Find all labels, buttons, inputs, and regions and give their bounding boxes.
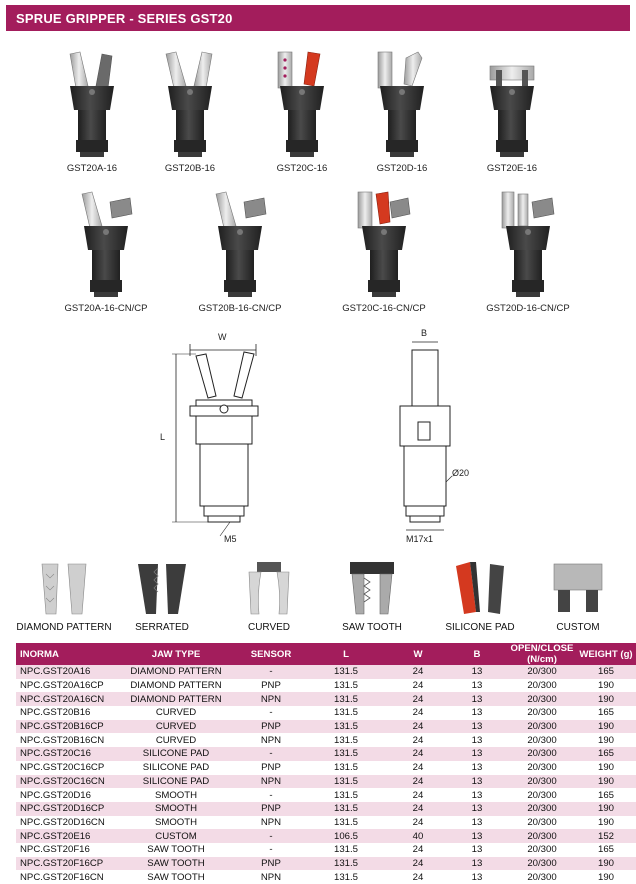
table-cell: 13 <box>446 788 508 802</box>
table-cell: PNP <box>240 802 302 816</box>
serrated-jaw-icon <box>132 560 192 618</box>
table-cell: SILICONE PAD <box>112 761 240 775</box>
table-cell: NPC.GST20F16CP <box>16 857 112 871</box>
gripper-d-image <box>368 48 436 163</box>
table-cell: 131.5 <box>302 679 390 693</box>
table-cell: 190 <box>576 733 636 747</box>
table-cell: 24 <box>390 870 446 884</box>
table-cell: NPC.GST20C16CP <box>16 761 112 775</box>
product-gst20a-16-cn-cp <box>56 188 156 314</box>
table-cell: 190 <box>576 679 636 693</box>
table-cell: 131.5 <box>302 857 390 871</box>
table-row <box>16 775 636 789</box>
table-cell: 152 <box>576 829 636 843</box>
table-cell: 131.5 <box>302 733 390 747</box>
col-header: WEIGHT (g) <box>576 643 636 665</box>
table-cell: 13 <box>446 665 508 679</box>
table-cell: - <box>240 747 302 761</box>
table-row <box>16 843 636 857</box>
gripper-b-sensor-image <box>206 188 274 303</box>
jaw-label: DIAMOND PATTERN <box>16 622 112 633</box>
table-cell: 20/300 <box>508 720 576 734</box>
table-cell: 190 <box>576 720 636 734</box>
table-row <box>16 761 636 775</box>
table-cell: 106.5 <box>302 829 390 843</box>
table-row <box>16 692 636 706</box>
product-label: GST20C-16 <box>276 163 328 174</box>
table-cell: 190 <box>576 775 636 789</box>
table-cell: 131.5 <box>302 747 390 761</box>
table-cell: NPC.GST20C16CN <box>16 775 112 789</box>
product-gst20d-16-cn-cp <box>478 188 578 314</box>
jaw-custom <box>536 560 620 633</box>
gripper-d-sensor-image <box>494 188 562 303</box>
front-view-drawing <box>190 352 258 522</box>
saw-tooth-jaw-icon <box>342 560 402 618</box>
product-gst20c-16-cn-cp <box>334 188 434 314</box>
table-cell: 24 <box>390 816 446 830</box>
table-cell: DIAMOND PATTERN <box>112 692 240 706</box>
table-cell: NPC.GST20B16CN <box>16 733 112 747</box>
product-gst20a-16 <box>52 48 132 174</box>
gripper-a-image <box>58 48 126 163</box>
table-cell: SAW TOOTH <box>112 843 240 857</box>
product-label: GST20E-16 <box>486 163 538 174</box>
table-cell: SAW TOOTH <box>112 870 240 884</box>
table-cell: 131.5 <box>302 843 390 857</box>
table-cell: 13 <box>446 761 508 775</box>
table-cell: 20/300 <box>508 665 576 679</box>
table-cell: DIAMOND PATTERN <box>112 665 240 679</box>
jaw-curved <box>224 560 314 633</box>
table-cell: 24 <box>390 802 446 816</box>
table-cell: 20/300 <box>508 761 576 775</box>
jaw-diamond-pattern <box>16 560 112 633</box>
table-cell: CURVED <box>112 733 240 747</box>
table-cell: 13 <box>446 706 508 720</box>
table-cell: 13 <box>446 692 508 706</box>
table-cell: 20/300 <box>508 816 576 830</box>
table-cell: 131.5 <box>302 761 390 775</box>
table-cell: 165 <box>576 788 636 802</box>
table-cell: 131.5 <box>302 802 390 816</box>
gripper-e-image <box>478 48 546 163</box>
table-row <box>16 679 636 693</box>
table-cell: 20/300 <box>508 802 576 816</box>
col-header: B <box>446 643 508 665</box>
table-cell: 131.5 <box>302 816 390 830</box>
table-row <box>16 816 636 830</box>
table-cell: 190 <box>576 857 636 871</box>
table-cell: 131.5 <box>302 788 390 802</box>
table-row <box>16 857 636 871</box>
table-cell: SMOOTH <box>112 802 240 816</box>
gripper-a-sensor-image <box>72 188 140 303</box>
table-cell: 20/300 <box>508 747 576 761</box>
table-cell: NPC.GST20A16CP <box>16 679 112 693</box>
table-row <box>16 829 636 843</box>
table-cell: 24 <box>390 857 446 871</box>
gripper-c-image <box>268 48 336 163</box>
table-cell: SMOOTH <box>112 816 240 830</box>
jaw-saw-tooth <box>326 560 418 633</box>
product-gst20b-16-cn-cp <box>190 188 290 314</box>
table-cell: 190 <box>576 816 636 830</box>
table-cell: NPC.GST20D16CN <box>16 816 112 830</box>
dim-d20-label: Ø20 <box>452 468 470 478</box>
table-cell: 20/300 <box>508 870 576 884</box>
table-cell: 24 <box>390 761 446 775</box>
table-cell: 13 <box>446 843 508 857</box>
dimension-drawing <box>160 322 480 552</box>
table-cell: 131.5 <box>302 720 390 734</box>
table-cell: SAW TOOTH <box>112 857 240 871</box>
table-cell: SILICONE PAD <box>112 747 240 761</box>
table-cell: 13 <box>446 679 508 693</box>
table-row <box>16 788 636 802</box>
product-label: GST20A-16 <box>66 163 118 174</box>
jaw-silicone-pad <box>436 560 524 633</box>
table-cell: 131.5 <box>302 870 390 884</box>
table-cell: 131.5 <box>302 692 390 706</box>
table-cell: 24 <box>390 706 446 720</box>
col-header: JAW TYPE <box>112 643 240 665</box>
side-view-drawing <box>400 350 450 522</box>
col-header: INORMA <box>16 643 112 665</box>
product-label: GST20C-16-CN/CP <box>342 303 426 314</box>
jaw-label: SILICONE PAD <box>445 622 515 633</box>
table-cell: PNP <box>240 679 302 693</box>
spec-table <box>16 643 636 884</box>
table-cell: PNP <box>240 720 302 734</box>
table-cell: - <box>240 843 302 857</box>
table-cell: CURVED <box>112 706 240 720</box>
table-cell: 24 <box>390 788 446 802</box>
table-cell: 20/300 <box>508 788 576 802</box>
table-cell: 13 <box>446 733 508 747</box>
custom-jaw-icon <box>548 560 608 618</box>
jaw-serrated <box>118 560 206 633</box>
product-label: GST20D-16-CN/CP <box>486 303 570 314</box>
table-cell: PNP <box>240 761 302 775</box>
table-cell: NPN <box>240 816 302 830</box>
table-row <box>16 720 636 734</box>
table-cell: NPC.GST20F16CN <box>16 870 112 884</box>
table-cell: 20/300 <box>508 775 576 789</box>
table-cell: 20/300 <box>508 692 576 706</box>
table-cell: 131.5 <box>302 665 390 679</box>
product-label: GST20A-16-CN/CP <box>64 303 148 314</box>
gripper-b-image <box>156 48 224 163</box>
table-row <box>16 733 636 747</box>
table-cell: 20/300 <box>508 857 576 871</box>
table-cell: 40 <box>390 829 446 843</box>
table-cell: 20/300 <box>508 829 576 843</box>
table-cell: 24 <box>390 692 446 706</box>
table-cell: 13 <box>446 857 508 871</box>
table-cell: NPC.GST20C16 <box>16 747 112 761</box>
silicone-pad-jaw-icon <box>450 560 510 618</box>
table-cell: 24 <box>390 775 446 789</box>
table-cell: PNP <box>240 857 302 871</box>
product-gst20c-16 <box>262 48 342 174</box>
col-header: W <box>390 643 446 665</box>
table-cell: 24 <box>390 665 446 679</box>
table-cell: NPC.GST20D16 <box>16 788 112 802</box>
table-cell: NPC.GST20E16 <box>16 829 112 843</box>
product-label: GST20D-16 <box>376 163 428 174</box>
jaw-label: SERRATED <box>135 622 189 633</box>
table-cell: 165 <box>576 843 636 857</box>
table-cell: CUSTOM <box>112 829 240 843</box>
table-cell: 165 <box>576 706 636 720</box>
table-cell: 24 <box>390 720 446 734</box>
dim-m5-label: M5 <box>224 534 237 544</box>
table-cell: NPN <box>240 692 302 706</box>
table-cell: DIAMOND PATTERN <box>112 679 240 693</box>
page-header <box>6 5 630 31</box>
product-gst20e-16 <box>472 48 552 174</box>
table-cell: NPC.GST20A16CN <box>16 692 112 706</box>
table-cell: - <box>240 665 302 679</box>
table-header-row <box>16 643 636 665</box>
table-cell: 13 <box>446 720 508 734</box>
table-row <box>16 665 636 679</box>
product-label: GST20B-16-CN/CP <box>198 303 282 314</box>
table-cell: 165 <box>576 747 636 761</box>
col-header: L <box>302 643 390 665</box>
table-cell: 20/300 <box>508 843 576 857</box>
diamond-jaw-icon <box>34 560 94 618</box>
table-cell: NPC.GST20B16CP <box>16 720 112 734</box>
table-cell: - <box>240 788 302 802</box>
curved-jaw-icon <box>239 560 299 618</box>
col-header: OPEN/CLOSE (N/cm) <box>508 643 576 665</box>
table-cell: 13 <box>446 870 508 884</box>
col-header: SENSOR <box>240 643 302 665</box>
dim-l-label: L <box>160 432 166 442</box>
dim-b-label: B <box>421 328 428 338</box>
table-cell: 13 <box>446 802 508 816</box>
table-row <box>16 802 636 816</box>
dim-m17-label: M17x1 <box>406 534 434 544</box>
table-cell: 165 <box>576 665 636 679</box>
table-cell: 13 <box>446 816 508 830</box>
table-cell: NPC.GST20B16 <box>16 706 112 720</box>
table-cell: 131.5 <box>302 775 390 789</box>
table-cell: - <box>240 706 302 720</box>
table-cell: 13 <box>446 829 508 843</box>
table-cell: 20/300 <box>508 706 576 720</box>
table-row <box>16 706 636 720</box>
table-cell: 13 <box>446 747 508 761</box>
dim-w-label: W <box>218 332 227 342</box>
jaw-label: CUSTOM <box>556 622 600 633</box>
table-row <box>16 747 636 761</box>
jaw-label: SAW TOOTH <box>342 622 402 633</box>
table-cell: 131.5 <box>302 706 390 720</box>
page-title: SPRUE GRIPPER - SERIES GST20 <box>16 11 233 26</box>
table-cell: 190 <box>576 761 636 775</box>
product-label: GST20B-16 <box>164 163 216 174</box>
table-cell: 190 <box>576 692 636 706</box>
table-cell: NPC.GST20D16CP <box>16 802 112 816</box>
table-cell: NPN <box>240 775 302 789</box>
table-cell: 20/300 <box>508 733 576 747</box>
gripper-c-sensor-image <box>350 188 418 303</box>
table-cell: 24 <box>390 679 446 693</box>
product-gst20d-16 <box>362 48 442 174</box>
table-row <box>16 870 636 884</box>
jaw-label: CURVED <box>247 622 291 633</box>
table-cell: NPC.GST20F16 <box>16 843 112 857</box>
table-cell: 24 <box>390 843 446 857</box>
table-cell: SMOOTH <box>112 788 240 802</box>
table-cell: 20/300 <box>508 679 576 693</box>
table-cell: - <box>240 829 302 843</box>
product-gst20b-16 <box>150 48 230 174</box>
table-cell: 24 <box>390 733 446 747</box>
table-cell: 190 <box>576 870 636 884</box>
table-cell: NPC.GST20A16 <box>16 665 112 679</box>
table-cell: SILICONE PAD <box>112 775 240 789</box>
table-cell: NPN <box>240 733 302 747</box>
table-cell: 13 <box>446 775 508 789</box>
table-cell: CURVED <box>112 720 240 734</box>
table-cell: 190 <box>576 802 636 816</box>
table-cell: NPN <box>240 870 302 884</box>
table-cell: 24 <box>390 747 446 761</box>
